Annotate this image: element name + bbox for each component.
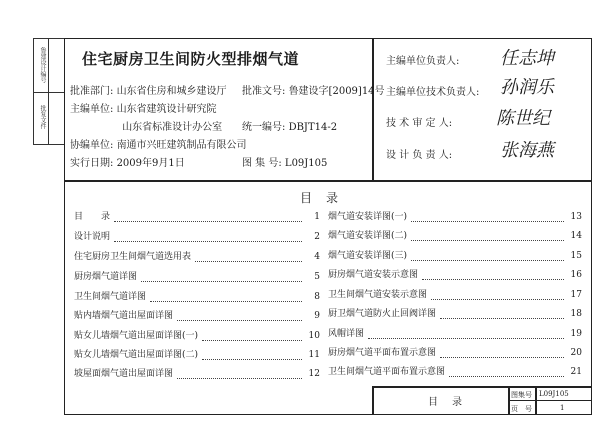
toc-item-label: 烟气道安装详图(三): [328, 251, 408, 261]
toc-item[interactable]: [74, 290, 320, 304]
field-label: 主编单位:: [70, 104, 114, 115]
toc-item[interactable]: [74, 250, 320, 264]
page-number-label: 页 号: [511, 405, 532, 413]
field-value: L09J105: [284, 158, 328, 169]
header-divider: [372, 38, 374, 180]
toc-item[interactable]: [328, 249, 582, 263]
resp-tech-reviewer: [386, 114, 452, 129]
toc-item-page: 15: [570, 251, 582, 261]
toc-leader: [449, 368, 564, 377]
field-chief-editor-unit-2: [70, 118, 222, 133]
toc-item-label: 厨房烟气道详图: [74, 272, 138, 282]
toc-item-label: 卫生间烟气道平面布置示意图: [328, 367, 446, 377]
field-value: 南通市兴旺建筑制品有限公司: [116, 140, 247, 151]
toc-item[interactable]: [74, 348, 320, 362]
toc-item-page: 21: [570, 367, 582, 377]
resp-label: 技 术 审 定 人:: [386, 118, 453, 129]
title-block-name: 目 录: [428, 397, 464, 408]
toc-leader: [368, 330, 564, 339]
field-value: 鲁建设字[2009]14号: [288, 86, 385, 97]
field-effective-date: [70, 154, 185, 169]
toc-item-page: 11: [308, 350, 320, 360]
toc-item-label: 贴女儿墙烟气道出屋面详图(二): [74, 350, 199, 360]
toc-item-page: 8: [314, 292, 320, 302]
toc-leader: [141, 273, 302, 282]
toc-item-page: 4: [314, 252, 320, 262]
toc-item[interactable]: [74, 210, 320, 224]
toc-item[interactable]: [74, 270, 320, 284]
field-value: DBJT14-2: [288, 122, 338, 133]
toc-leader: [202, 332, 302, 341]
toc-item-label: 烟气道安装详图(二): [328, 231, 408, 241]
toc-item[interactable]: [328, 268, 582, 282]
toc-leader: [411, 213, 564, 222]
toc-item[interactable]: [328, 365, 582, 379]
page-title: 住宅厨房卫生间防火型排烟气道: [82, 50, 300, 68]
toc-item-label: 设计说明: [74, 232, 111, 242]
signature-3: 陈世纪: [496, 108, 550, 129]
side-divider: [34, 92, 64, 93]
toc-item-page: 16: [570, 270, 582, 280]
resp-chief-unit-head: [386, 52, 459, 67]
resp-label: 设 计 负 责 人:: [386, 150, 453, 161]
toc-item-label: 厨房烟气道安装示意图: [328, 270, 419, 280]
toc-item[interactable]: [328, 210, 582, 224]
field-co-editor-unit: [70, 136, 247, 151]
toc-item[interactable]: [74, 230, 320, 244]
field-atlas-number: [242, 154, 327, 169]
field-label: 协编单位:: [70, 140, 114, 151]
atlas-number-value: L09J105: [539, 390, 569, 398]
signature-2: 孙润乐: [500, 77, 554, 98]
title-block-left-line: [372, 386, 374, 415]
toc-heading: 目录: [300, 191, 353, 205]
toc-item[interactable]: [74, 367, 320, 381]
toc-item-page: 20: [570, 348, 582, 358]
toc-item[interactable]: [328, 346, 582, 360]
toc-item[interactable]: [328, 229, 582, 243]
toc-item[interactable]: [328, 307, 582, 321]
toc-item-label: 风帽详图: [328, 329, 365, 339]
field-label: 图 集 号:: [242, 158, 282, 169]
toc-item-label: 住宅厨房卫生间烟气道选用表: [74, 252, 192, 262]
toc-item[interactable]: [328, 288, 582, 302]
resp-design-head: [386, 146, 452, 161]
toc-item-page: 13: [570, 212, 582, 222]
toc-item-label: 厨房烟气道平面布置示意图: [328, 348, 437, 358]
toc-item-label: 贴内墙烟气道出屋面详图: [74, 311, 174, 321]
toc-item-page: 19: [570, 329, 582, 339]
toc-item-page: 10: [308, 331, 320, 341]
toc-item-label: 坡屋面烟气道出屋面详图: [74, 369, 174, 379]
toc-leader: [114, 213, 302, 222]
toc-item-label: 烟气道安装详图(一): [328, 212, 408, 222]
field-label: 批准文号:: [242, 86, 286, 97]
toc-leader: [431, 291, 564, 300]
toc-item-label: 卫生间烟气道详图: [74, 292, 147, 302]
side-top-text: 鲁建设计编号: [39, 47, 46, 83]
field-label: 统一编号:: [242, 122, 286, 133]
toc-leader: [195, 253, 302, 262]
field-value: 2009年9月1日: [116, 158, 185, 169]
field-value: 山东省住房和城乡建设厅: [116, 86, 227, 97]
toc-leader: [177, 312, 302, 321]
toc-leader: [440, 349, 564, 358]
title-block-top-line: [372, 386, 592, 388]
field-unified-number: [242, 118, 337, 133]
resp-tech-head: [386, 83, 479, 98]
toc-leader: [177, 370, 302, 379]
signature-1: 任志坤: [500, 48, 554, 69]
header-bottom-line: [64, 180, 592, 182]
toc-item[interactable]: [328, 327, 582, 341]
field-approval-dept: [70, 82, 227, 97]
resp-label: 主编单位负责人:: [386, 56, 460, 67]
toc-item-page: 2: [314, 232, 320, 242]
toc-item-page: 18: [570, 309, 582, 319]
toc-leader: [150, 293, 302, 302]
field-value: 山东省建筑设计研究院: [116, 104, 217, 115]
toc-item-label: 厨卫烟气道防火止回阀详图: [328, 309, 437, 319]
resp-label: 主编单位技术负责人:: [386, 87, 480, 98]
field-approval-number: [242, 82, 385, 97]
toc-leader: [411, 252, 564, 261]
toc-leader: [202, 351, 302, 360]
signature-4: 张海燕: [500, 140, 554, 161]
toc-item-label: 贴女儿墙烟气道出屋面详图(一): [74, 331, 199, 341]
field-label: 批准部门:: [70, 86, 114, 97]
toc-item-page: 9: [314, 311, 320, 321]
field-label: 实行日期:: [70, 158, 114, 169]
field-value: 山东省标准设计办公室: [122, 122, 223, 133]
toc-item[interactable]: [74, 309, 320, 323]
atlas-number-label: 图集号: [511, 391, 532, 399]
side-vline: [48, 39, 49, 144]
title-block-row-line: [508, 400, 592, 401]
field-chief-editor-unit: [70, 100, 217, 115]
toc-item-page: 12: [308, 369, 320, 379]
toc-leader: [422, 271, 564, 280]
toc-item-label: 卫生间烟气道安装示意图: [328, 290, 428, 300]
toc-item-page: 1: [314, 212, 320, 222]
side-approval-box: [33, 38, 64, 145]
toc-item[interactable]: [74, 329, 320, 343]
side-bottom-text: 批复文件: [39, 105, 46, 129]
toc-leader: [411, 232, 564, 241]
toc-item-page: 17: [570, 290, 582, 300]
toc-leader: [440, 310, 564, 319]
toc-item-page: 14: [570, 231, 582, 241]
toc-item-label: 目 录: [74, 212, 111, 222]
page-number-value: 1: [560, 404, 565, 412]
toc-leader: [114, 233, 302, 242]
toc-item-page: 5: [314, 272, 320, 282]
